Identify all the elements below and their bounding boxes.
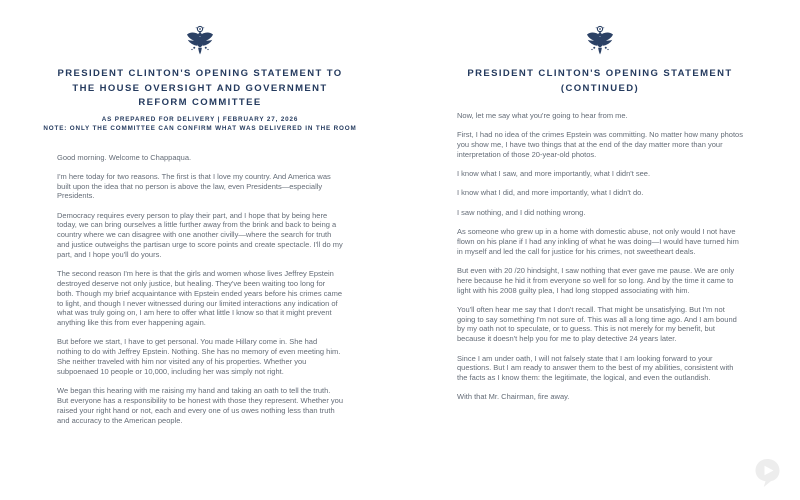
- statement-body: [57, 153, 343, 426]
- delivery-date-subtitle: AS PREPARED FOR DELIVERY | FEBRUARY 27, 2026: [101, 115, 299, 123]
- statement-paragraph: The second reason I'm here is that the girls and women whose lives Jeffrey Epstein destroyed deserve not only justice, but healing. They've been waiting too long for both. Though my brief acquaintance with Epstein ended years before his crimes came to light, and though I never witnessed during our limited interactions any indication of what was truly going on, I am here to offer what little I know so that it might prevent anything like this from ever happening again.: [57, 269, 343, 328]
- statement-paragraph: I'm here today for two reasons. The first is that I love my country. And America was built upon the idea that no person is above the law, even Presidents—especially Presidents.: [57, 171, 331, 201]
- us-presidential-eagle-seal-icon: [186, 25, 214, 58]
- statement-paragraph: With that Mr. Chairman, fire away.: [457, 392, 570, 402]
- us-presidential-eagle-seal-icon: [586, 25, 614, 58]
- statement-paragraph: I saw nothing, and I did nothing wrong.: [457, 207, 586, 217]
- statement-paragraph: But even with 20 /20 hindsight, I saw nothing that ever gave me pause. We are only here because he hid it from everyone so well for so long. And by the time it came to light with his 2008 guilty plea, I had long stopped associating with him.: [457, 265, 735, 295]
- page-title: [414, 67, 786, 96]
- page-title-line: PRESIDENT CLINTON'S OPENING STATEMENT TO: [57, 68, 343, 79]
- statement-paragraph: We began this hearing with me raising my hand and taking an oath to tell the truth. But everyone has a responsibility to be honest with those they represent. Whether you raised your right hand or not, each and every one of us owes nothing less than truth and accuracy to the American people.: [57, 386, 343, 425]
- statement-paragraph: Since I am under oath, I will not falsely state that I am looking forward to your questions. But I am ready to answer them to the best of my abilities, consistent with the facts as I know them: the legitimate, the logical, and even the outlandish.: [457, 353, 734, 383]
- statement-paragraph: As someone who grew up in a home with domestic abuse, not only would I not have flown on his plane if I had any inkling of what he was doing—I would have turned him in myself and led the call for justice for his crimes, not sweetheart deals.: [457, 227, 739, 256]
- statement-paragraph: First, I had no idea of the crimes Epstein was committing. No matter how many photos you show me, I have two things that at the end of the day matter more than your interpretation of those 20-year-old photos.: [457, 130, 743, 159]
- statement-body: [457, 111, 743, 402]
- page-title-line: (CONTINUED): [560, 82, 640, 94]
- statement-paragraph: I know what I did, and more importantly, what I didn't do.: [457, 188, 644, 198]
- statement-paragraph: Good morning. Welcome to Chappaqua.: [57, 152, 192, 162]
- page-title: [14, 67, 386, 111]
- statement-page-2: [408, 0, 792, 412]
- statement-paragraph: Democracy requires every person to play their part, and I hope that by being here today, we can bring ourselves a little further away from the brink and back to being a country where we can disagree with one another civilly—where the search for truth and justice outweighs the partisan urge to score points and create spectacle. I'll do my part, and I hope you'll do yours.: [57, 210, 343, 259]
- statement-paragraph: But before we start, I have to get personal. You made Hillary come in. She had nothing to do with Jeffrey Epstein. Nothing. She has no memory of even meeting him. She neither traveled with him nor visited any of his properties. Whether you subpoenaed 10 people or 10,000, including her was simply not right.: [57, 337, 341, 376]
- committee-note: NOTE: ONLY THE COMMITTEE CAN CONFIRM WHAT WAS DELIVERED IN THE ROOM: [43, 125, 357, 132]
- statement-paragraph: You'll often hear me say that I don't recall. That might be unsatisfying. But I'm not going to say something I'm not sure of. This was all a long time ago. And I am bound by my oath not to speculate, or to guess. This is not merely for my benefit, but because it doesn't help you for me to play detective 24 years later.: [457, 304, 737, 344]
- page-title-line: THE HOUSE OVERSIGHT AND GOVERNMENT: [72, 82, 328, 94]
- statement-paragraph: Now, let me say what you're going to hear from me.: [457, 111, 628, 120]
- play-speech-bubble-watermark-icon: [754, 458, 781, 488]
- page-title-line: REFORM COMMITTEE: [138, 97, 262, 108]
- page-title-line: PRESIDENT CLINTON'S OPENING STATEMENT: [467, 68, 733, 79]
- statement-paragraph: I know what I saw, and more importantly, what I didn't see.: [457, 169, 651, 179]
- statement-page-1: [8, 0, 392, 435]
